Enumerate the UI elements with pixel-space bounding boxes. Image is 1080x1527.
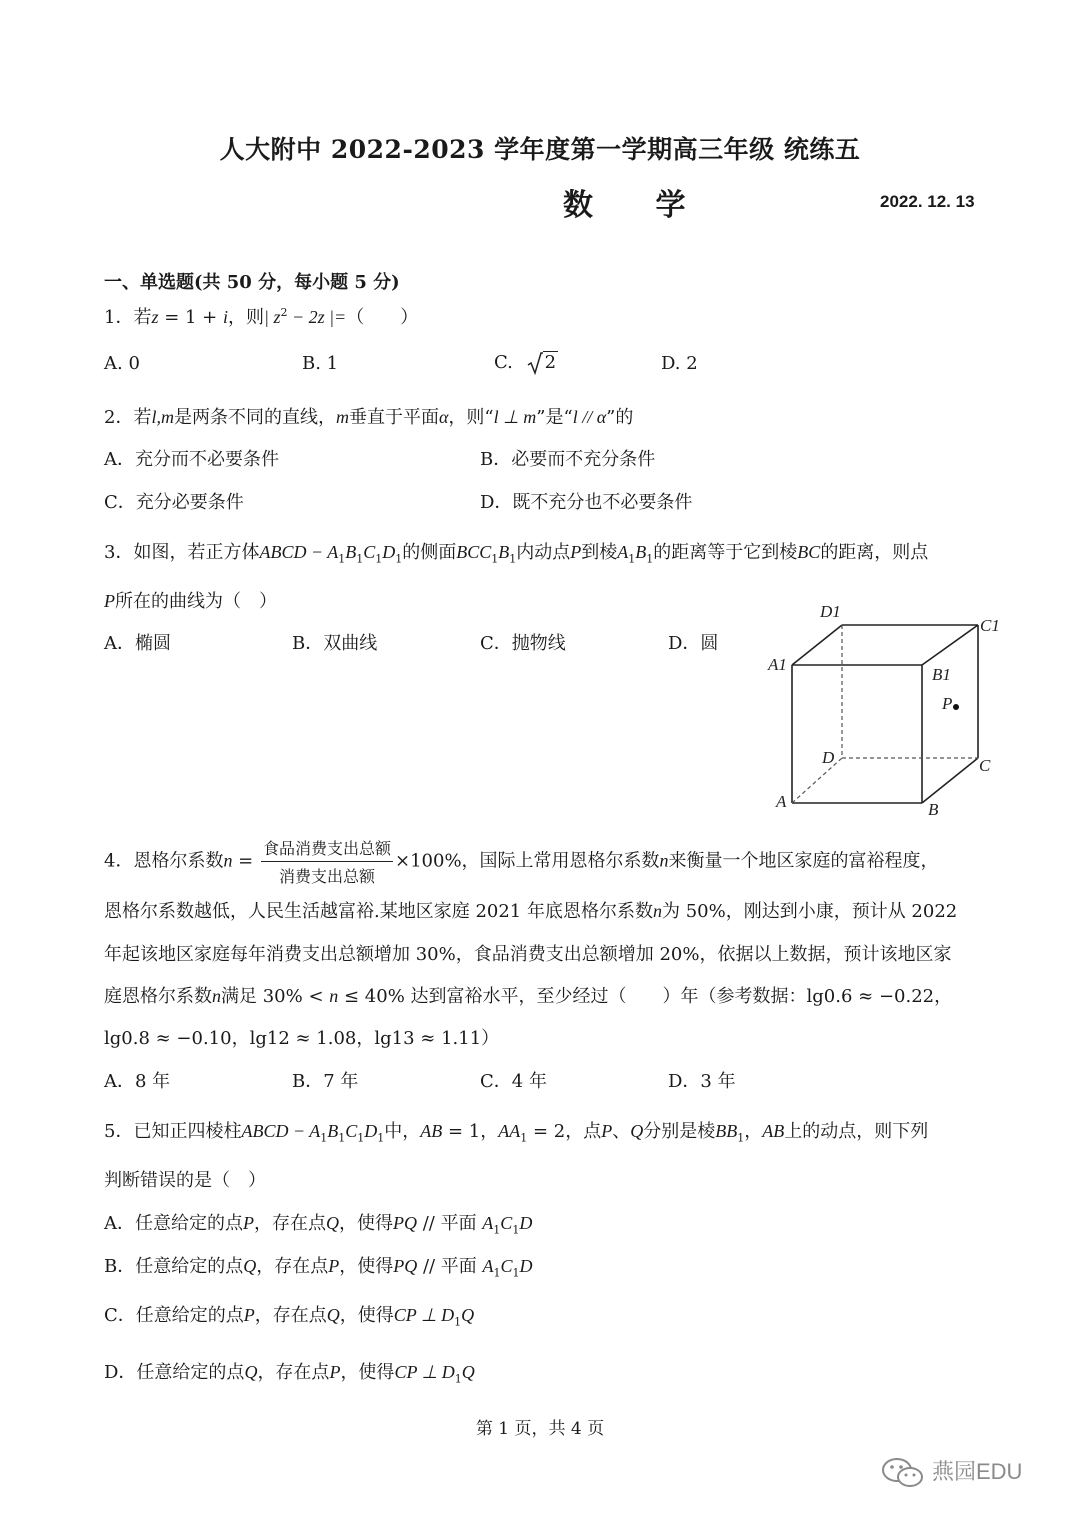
label-b: B [928, 800, 939, 819]
q5-option-b: B．任意给定的点Q，存在点P，使得PQ // 平面 $A_1C_1D$ [104, 1256, 533, 1280]
q5-option-a: A．任意给定的点P，存在点Q，使得PQ // 平面 $A_1C_1D$ [104, 1213, 533, 1237]
wechat-icon [880, 1456, 926, 1490]
q4-line5: lg0.8 ≈ −0.10，lg12 ≈ 1.08，lg13 ≈ 1.11） [104, 1028, 500, 1049]
q5-stem: 5．已知正四棱柱ABCD − $A_1B_1C_1D_1$中，AB = 1，$AA_1 = 2$，点P、Q分别是棱$BB_1$，AB上的动点，则下列 [104, 1121, 929, 1145]
exam-date: 2022. 12. 13 [880, 192, 975, 211]
subject-title: 数 学 [563, 188, 712, 223]
q5-option-d: D．任意给定的点Q，存在点P，使得CP ⊥ $D_1Q$ [104, 1362, 475, 1386]
q1-stem: 1．若z = 1 + i，则| $z^2 - 2z$ |=（ ） [104, 306, 419, 328]
q2-option-c: C．充分必要条件 [104, 492, 244, 513]
label-d1: D1 [820, 602, 841, 621]
q4-line4: 庭恩格尔系数n满足 30% < n ≤ 40% 达到富裕水平，至少经过（ ）年（参考数据：lg0.6 ≈ −0.22， [104, 986, 953, 1007]
page-footer: 第 1 页，共 4 页 [475, 1419, 605, 1439]
q2-stem: 2．若l,m是两条不同的直线，m垂直于平面α，则“l ⊥ m”是“l // α”的 [104, 407, 634, 428]
label-c1: C1 [980, 616, 1000, 635]
point-p [953, 704, 959, 710]
q4-stem: 4．恩格尔系数n = $\frac{\text{食品消费支出总额}}{\text{消费支出总额}}$ ×100%，国际上常用恩格尔系数n来衡量一个地区家庭的富裕程度， [104, 836, 939, 887]
q2-option-b: B．必要而不充分条件 [480, 449, 656, 470]
q3-option-c: C．抛物线 [480, 633, 566, 654]
sqrt-icon [527, 351, 543, 375]
q1-option-b: B. 1 [302, 353, 339, 374]
q4-option-d: D．3 年 [668, 1071, 736, 1092]
q1-option-a: A. 0 [104, 353, 140, 374]
q2-option-d: D．既不充分也不必要条件 [480, 492, 693, 513]
exam-title: 人大附中 2022-2023 学年度第一学期高三年级 统练五 [219, 135, 861, 164]
q4-option-b: B．7 年 [292, 1071, 359, 1092]
q4-option-a: A．8 年 [104, 1071, 171, 1092]
q5-option-c: C．任意给定的点P，存在点Q，使得CP ⊥ $D_1Q$ [104, 1305, 475, 1329]
q1-option-d: D. 2 [661, 353, 698, 374]
q3-stem: 3．如图，若正方体ABCD − $A_1B_1C_1D_1$的侧面$BCC_1B_1$内动点P到棱$A_1B_1$的距离等于它到棱BC的距离，则点 [104, 542, 929, 566]
cube-figure [760, 595, 1010, 825]
q4-line2: 恩格尔系数越低，人民生活越富裕.某地区家庭 2021 年底恩格尔系数n为 50%，刚达到小康，预计从 2022 [104, 901, 958, 922]
label-p: P [942, 694, 953, 713]
q2-option-a: A．充分而不必要条件 [104, 449, 279, 470]
label-b1: B1 [932, 665, 951, 684]
q3-option-b: B．双曲线 [292, 633, 378, 654]
engel-fraction: $\frac{\text{食品消费支出总额}}{\text{消费支出总额}}$ [261, 836, 393, 887]
q4-option-c: C．4 年 [480, 1071, 547, 1092]
label-a: A [776, 792, 787, 811]
label-c: C [979, 756, 991, 775]
label-d: D [822, 748, 835, 767]
section-heading: 一、单选题(共 50 分，每小题 5 分) [104, 272, 400, 293]
q3-stem-line2: P所在的曲线为（ ） [104, 591, 277, 612]
q5-line2: 判断错误的是（ ） [104, 1170, 266, 1191]
q1-option-c: C. 2 [494, 352, 557, 373]
q3-option-d: D．圆 [668, 633, 719, 654]
label-a1: A1 [768, 655, 787, 674]
watermark: 燕园EDU [880, 1455, 1022, 1490]
q4-line3: 年起该地区家庭每年消费支出总额增加 30%，食品消费支出总额增加 20%，依据以上数据，预计该地区家 [104, 944, 952, 965]
q3-option-a: A．椭圆 [104, 633, 171, 654]
